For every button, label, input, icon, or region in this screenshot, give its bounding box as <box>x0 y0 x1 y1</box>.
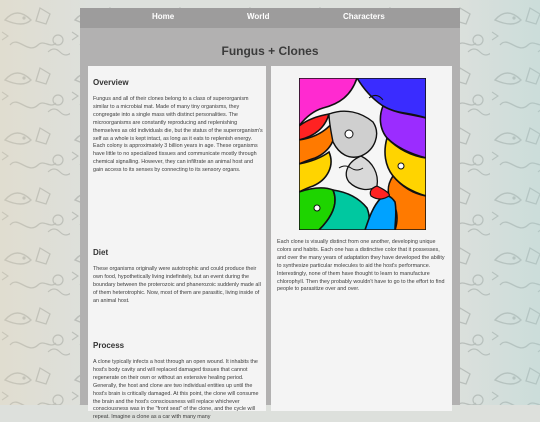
top-navigation-bar <box>80 8 460 28</box>
nav-link-characters[interactable]: Characters <box>343 12 385 21</box>
page-title: Fungus + Clones <box>221 44 319 58</box>
main-content-area <box>80 28 460 421</box>
overview-text: Fungus and all of their clones belong to a class of superorganism similar to a microbial mat. Made of many tiny organisms, they congregate into a single mass with distinct personalities. The microorganisms are constantly reproducing and replenishing themselves as old individuals die, but the status of the superorganism's self as a whole is kept intact, as long as it eats to replenish energy. Each colony is approximately 3 billion years in age. These organisms have little to no specialized tissues and communicate mostly through chemical signalling. However, they can infiltrate an animal host and gain access to its senses by connecting to its sensory organs. <box>93 96 263 174</box>
info-panel <box>88 66 266 421</box>
overview-heading: Overview <box>93 78 129 87</box>
process-text: A clone typically infects a host through an open wound. It inhabits the host's body cavity and will replaced damaged tissues that cannot regenerate on their own or without an extensive healing period. Generally, the host and clone are two individual entities up until the host's brain is critically damaged. At this point, the clone will consume the brain and the host's consciousness will replace whichever consciousness was in the "front seat" of the clone, and the cycle will repeat. Imagine a clone as a car with many many <box>93 359 259 421</box>
artwork-description: Each clone is visually distinct from one another, developing unique colors and habits. Each one has a distinctive color that it possesses, and over the many years of adaptation they have developed the ability to synthesize particular molecules to aid the host's performance. Interestingly, none of them have thought to learn to manufacture chlorophyll. Then they probably wouldn't have to go to the effort to find people to parasitize over and over. <box>277 239 445 293</box>
diet-text: These organisms originally were autotrophic and could produce their own food, hypothetically living indefinitely, but an event during the boundary between the proterozoic and phanerozoic suddenly made all of them heterotrophic. Now, most of them are parasitic, living inside of an animal host. <box>93 266 261 304</box>
artwork-panel <box>271 66 452 411</box>
nav-link-home[interactable]: Home <box>152 12 175 21</box>
diet-heading: Diet <box>93 248 109 257</box>
nav-link-world[interactable]: World <box>247 12 270 21</box>
background-tint-left <box>0 0 90 405</box>
fungus-artwork-image <box>299 78 426 230</box>
background-tint-right <box>450 0 540 405</box>
process-heading: Process <box>93 341 125 350</box>
